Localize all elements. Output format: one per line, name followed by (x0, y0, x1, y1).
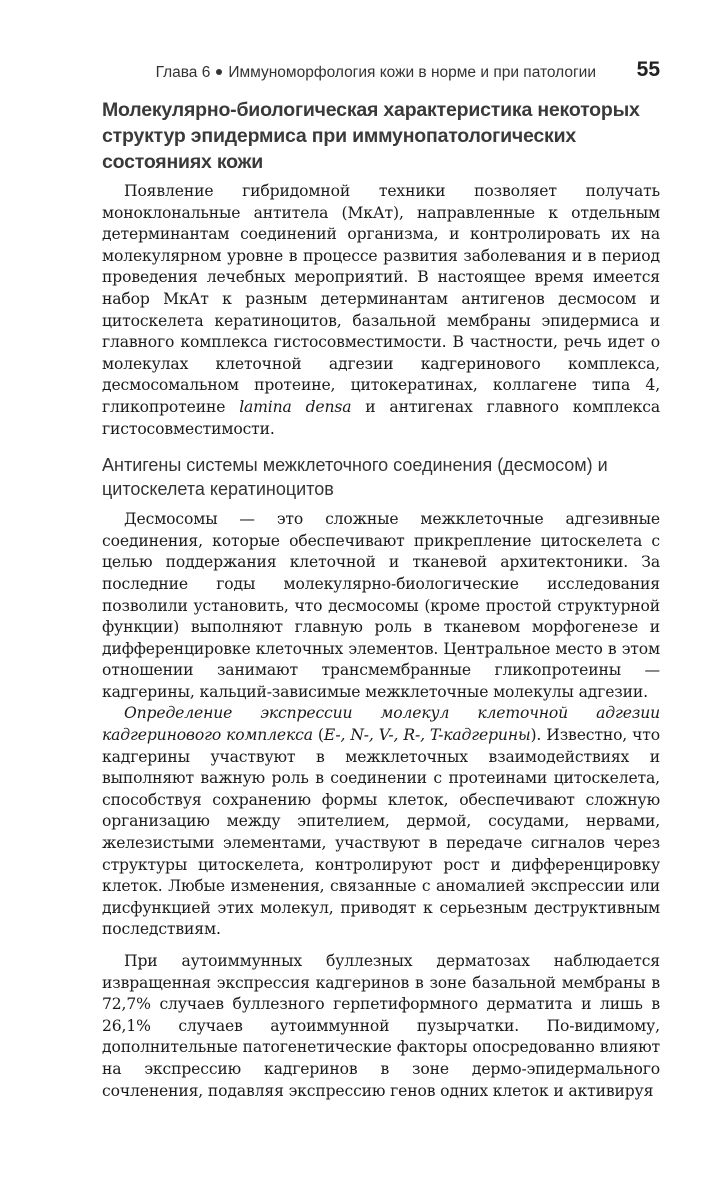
paragraph-cadherins-text: Известно, что кадгерины участвуют в межклеточных взаимодействиях и выполняют важную роль в соединении с протеинами цитоскелета, способствуя сохранению формы клеток, обеспечивают сложную организацию между эпителием, дермой, сосудами, нервами, железистыми элементами, участвуют в передаче сигналов через структуры цитоскелета, контролируют рост и дифференцировку клеток. Любые изменения, связанные с аномалией экспрессии или дисфункцией этих молекул, приводят к серьезным деструктивным последствиям. (102, 726, 661, 939)
page-number: 55 (636, 58, 660, 81)
bullet-icon (216, 69, 222, 75)
running-head-text (156, 64, 596, 82)
paragraph-cadherins-paren-open: ( (312, 726, 324, 745)
paragraph-cadherins-italic-types: E-, N-, V-, R-, T-кадгерины (323, 726, 531, 745)
paragraph-desmosomes: Десмосомы — это сложные межклеточные адгезивные соединения, которые обеспечивают прикрепление цитоскелета с целью поддержания клеточной и тканевой архитектоники. За последние годы молекулярно-биологические исследования позволили установить, что десмосомы (кроме простой структурной функции) выполняют главную роль в тканевом морфогенезе и дифференцировке клеточных элементов. Центральное место в этом отношении занимают трансмембранные гликопротеины — кадгерины, кальций-зависимые межклеточные молекулы адгезии. (102, 510, 660, 701)
paragraph-bullous: При аутоиммунных буллезных дерматозах наблюдается извращенная экспрессия кадгеринов в зоне базальной мембраны в 72,7% случаев буллезного герпетиформного дерматита и лишь в 26,1% случаев аутоиммунной пузырчатки. По-видимому, дополнительные патогенетические факторы опосредованно влияют на экспрессию кадгеринов в зоне дермо-эпидермального сочленения, подавляя экспрессию генов одних клеток и активируя (102, 952, 660, 1100)
running-head (102, 58, 660, 88)
paragraph-intro-text-a: Появление гибридомной техники позволяет получать моноклональные антитела (МкАт), направленные к отдельным детерминантам соединений организма, и контролировать их на молекулярном уровне в процессе развития заболевания и в период проведения лечебных мероприятий. В настоящее время имеется набор МкАт к разным детерминантам антигенов десмосом и цитоскелета кератиноцитов, базальной мембраны эпидермиса и главного комплекса гистосовместимости. В частности, речь идет о молекулах клеточной адгезии кадгеринового комплекса, десмосомальном протеине, цитокератинах, коллагене типа 4, гликопротеине (102, 182, 660, 416)
subsection-title: Антигены системы межклеточного соединения (десмосом) и цитоскелета кератиноцитов (102, 455, 608, 499)
paragraph-cadherins-paren-close: ). (530, 726, 542, 745)
paragraph-cadherins (102, 703, 660, 941)
paragraph-intro-text-b: и антигенах главного комплекса гистосовместимости. (102, 397, 660, 438)
paragraph-intro-italic: lamina densa (239, 397, 352, 416)
chapter-title: Иммуноморфология кожи в норме и при патологии (228, 64, 596, 81)
chapter-label: Глава 6 (155, 64, 211, 81)
page-content (102, 97, 660, 1102)
section-title: Молекулярно-биологическая характеристика некоторых структур эпидермиса при иммунопатологических состояниях кожи (102, 99, 640, 173)
paragraph-intro (102, 181, 660, 440)
paragraph-cadherins-italic-heading: Определение экспрессии молекул клеточной адгезии кадгеринового комплекса (102, 704, 660, 745)
